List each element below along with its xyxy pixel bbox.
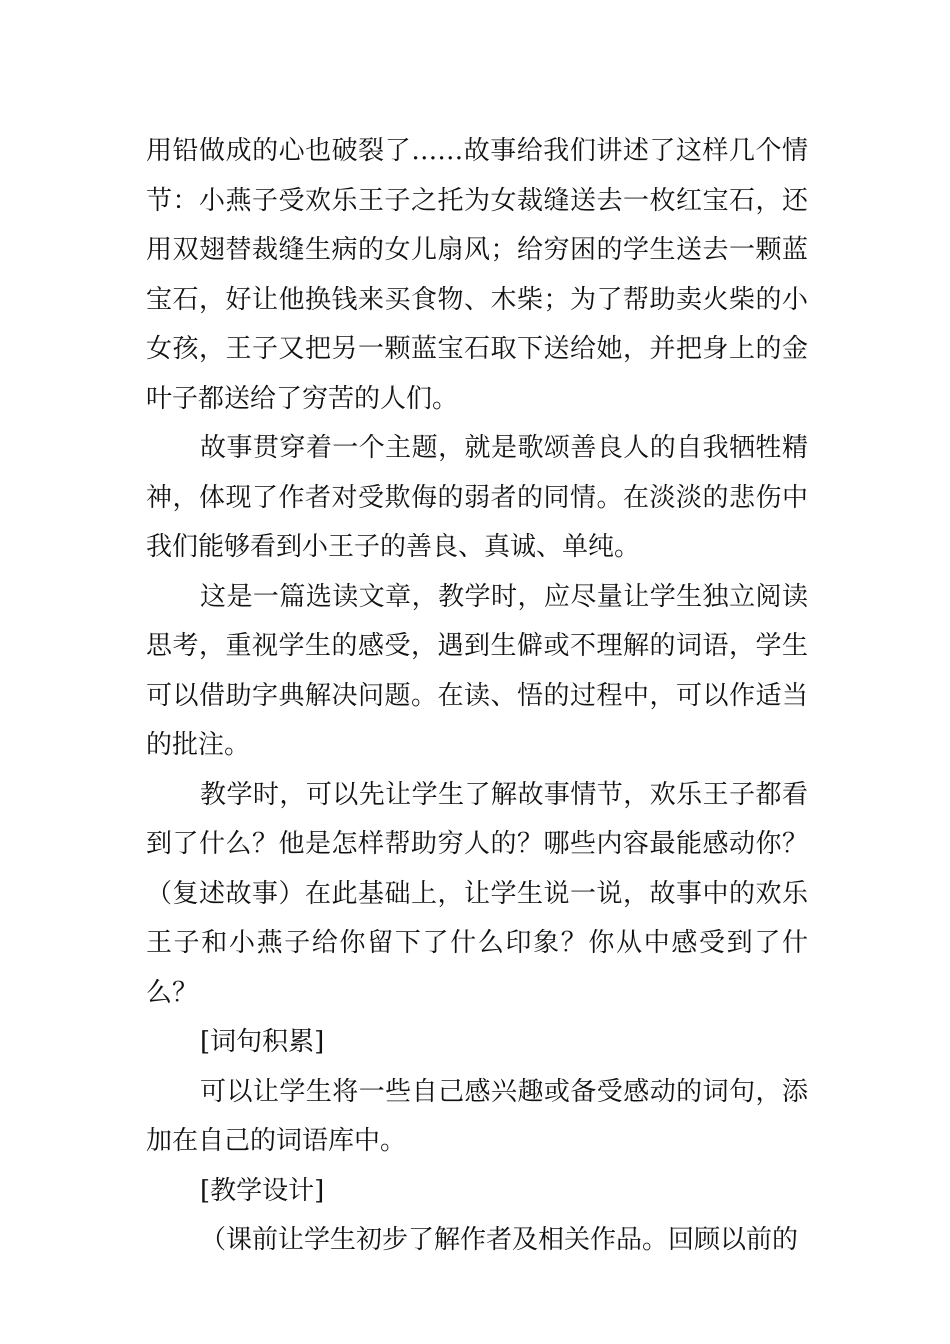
paragraph-theme: 故事贯穿着一个主题，就是歌颂善良人的自我牺牲精神，体现了作者对受欺侮的弱者的同情。在淡淡的悲伤中我们能够看到小王子的善良、真诚、单纯。 bbox=[146, 433, 808, 562]
section-heading-vocabulary: [词句积累] bbox=[200, 1027, 325, 1057]
paragraph-vocabulary: 可以让学生将一些自己感兴趣或备受感动的词句，添加在自己的词语库中。 bbox=[146, 1076, 808, 1156]
paragraph-story-plot: 用铅做成的心也破裂了……故事给我们讲述了这样几个情节：小燕子受欢乐王子之托为女裁缝送去一枚红宝石，还用双翅替裁缝生病的女儿扇风；给穷困的学生送去一颗蓝宝石，好让他换钱来买食物、木柴；为了帮助卖火柴的小女孩，王子又把另一颗蓝宝石取下送给她，并把身上的金叶子都送给了穷苦的人们。 bbox=[146, 136, 808, 414]
paragraph-reading-guidance: 这是一篇选读文章，教学时，应尽量让学生独立阅读思考，重视学生的感受，遇到生僻或不理解的词语，学生可以借助字典解决问题。在读、悟的过程中，可以作适当的批注。 bbox=[146, 581, 808, 760]
document-page bbox=[146, 127, 808, 1266]
section-heading-design: [教学设计] bbox=[200, 1175, 325, 1206]
paragraph-teaching-approach: 教学时，可以先让学生了解故事情节，欢乐王子都看到了什么？他是怎样帮助穷人的？哪些内容最能感动你？（复述故事）在此基础上，让学生说一说，故事中的欢乐王子和小燕子给你留下了什么印象？你从中感受到了什么？ bbox=[146, 779, 808, 1008]
paragraph-design-intro: （课前让学生初步了解作者及相关作品。回顾以前的 bbox=[200, 1225, 799, 1255]
